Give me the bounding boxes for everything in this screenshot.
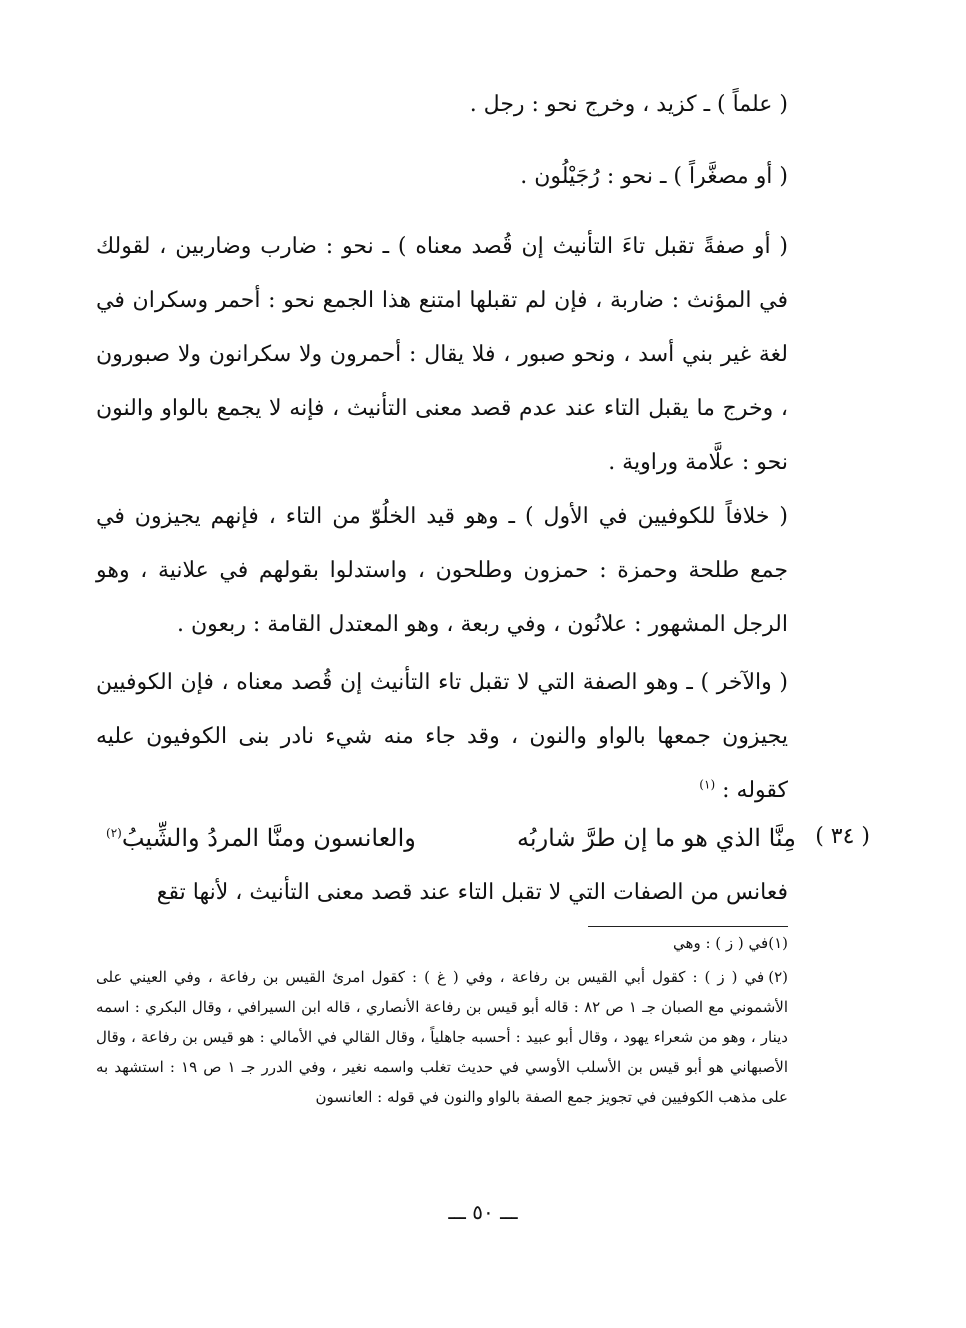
footnote-ref-1: (١) — [699, 777, 716, 792]
footnote-1: (١)في ( ز ) : وهي — [673, 934, 788, 952]
verse-hemistich-first: مِنَّا الذي هو ما إن طرَّ شاربُه — [517, 824, 796, 852]
paragraph-khilafan: ( خلافاً للكوفيين في الأول ) ـ وهو قيد الخلُوّ من التاء ، فإنهم يجيزون في جمع طلحة وحمزة : حمزون وطلحون ، واستدلوا بقولهم في علانية ، وهو الرجل المشهور : علانُون ، وفي ربعة ، وهو المعتدل القامة : ربعون . — [96, 504, 788, 637]
paragraph-alaman: ( علماً ) ـ كزيد ، وخرج نحو : رجل . — [469, 92, 788, 117]
footnote-2-mark: (٢) — [768, 968, 788, 986]
footnote-2-text: في ( ز ) : كقول أبي القيس بن رفاعة ، وفي ( غ ) : كقول امرئ القيس بن رفاعة ، وفي العيني على الأشموني مع الصبان جـ ١ ص ٨٢ : قاله أبو قيس بن رفاعة الأنصاري ، قاله ابن السيرافي ، وقال البكري : اسمه دينار ، وهو من شعراء يهود ، وقال أبو عبيد : أحسبه جاهلياً ، وقال القالي في الأمالي : هو قيس بن رفاعة ، وقال الأصبهاني هو أبو قيس بن الأسلب الأوسي في حديث تغلب واسمه نغير ، وفي الدرر جـ ١ ص ١٩ : استشهد به على مذهب الكوفيين في تجويز جمع الصفة بالواو والنون في قوله : العانسون — [96, 968, 789, 1106]
paragraph-sifa: ( أو صفةً تقبل تاءَ التأنيث إن قُصد معناه ) ـ نحو : ضارب وضاربين ، لقولك في المؤنث : ضاربة ، فإن لم تقبلها امتنع هذا الجمع نحو : أحمر وسكران في لغة غير بني أسد ، ونحو صبور ، فلا يقال : أحمرون ولا سكرانون ولا صبورون ، وخرج ما يقبل التاء عند عدم قصد معنى التأنيث ، فإنه لا يجمع بالواو والنون نحو : علَّامة وراوية . — [96, 234, 788, 475]
verse-hemistich-second — [106, 824, 416, 852]
page-number: ـــ ٥٠ ـــ — [448, 1200, 518, 1224]
paragraph-alakhar-text: ( والآخر ) ـ وهو الصفة التي لا تقبل تاء التأنيث إن قُصد معناه ، فإن الكوفيين يجيزون جمعها بالواو والنون ، وقد جاء منه شيء نادر بنى الكوفيون عليه كقوله : — [96, 670, 788, 803]
poetry-verse — [96, 820, 796, 870]
paragraph-after-verse: فعانس من الصفات التي لا تقبل التاء عند قصد معنى التأنيث ، لأنها تقع — [156, 880, 788, 905]
paragraph-alakhar — [96, 656, 788, 818]
footnote-divider — [588, 926, 788, 927]
footnote-2 — [96, 962, 788, 1112]
verse-number: ( ٣٤ ) — [815, 824, 870, 849]
verse-hemistich-second-text: والعانسون ومنَّا المردُ والشِّيبُ — [121, 824, 416, 852]
paragraph-musaghar: ( أو مصغَّراً ) ـ نحو : رُجَيْلُون . — [520, 164, 788, 189]
footnote-ref-2: (٢) — [106, 826, 122, 840]
